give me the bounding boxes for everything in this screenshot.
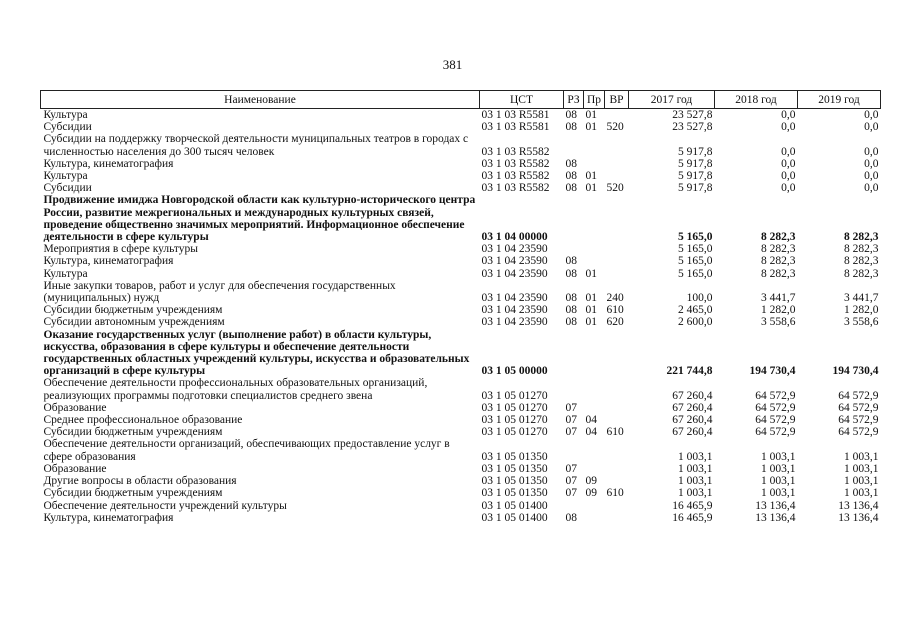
cell-y2019: 0,0 bbox=[864, 182, 879, 195]
cell-vr bbox=[605, 243, 629, 255]
cell-vr: 610 bbox=[606, 487, 624, 500]
budget-table bbox=[40, 90, 881, 524]
table-body bbox=[41, 109, 881, 524]
cell-y2018: 1 003,1 bbox=[761, 475, 796, 488]
cell-name: Образование bbox=[43, 462, 107, 475]
cell-y2018: 0,0 bbox=[781, 182, 796, 195]
cell-pr: 01 bbox=[585, 292, 597, 305]
cell-name: Оказание государственных услуг (выполнение работ) в области культуры, искусства, образования в сфере культуры и обеспечение деятельности государственных областных учреждений культуры, искусства и образовательных организаций в сфере культуры bbox=[43, 328, 470, 378]
table-row bbox=[41, 133, 881, 157]
cell-y2018: 8 282,3 bbox=[761, 231, 796, 244]
cell-name: Другие вопросы в области образования bbox=[43, 475, 237, 488]
cell-name: Культура, кинематография bbox=[43, 511, 174, 524]
table-row bbox=[41, 500, 881, 512]
cell-cst: 03 1 05 01350 bbox=[481, 475, 548, 488]
cell-y2017: 1 003,1 bbox=[678, 462, 713, 475]
cell-cst: 03 1 05 01400 bbox=[481, 511, 548, 524]
table-row bbox=[41, 280, 881, 304]
cell-y2019: 3 441,7 bbox=[844, 292, 879, 305]
cell-rz: 08 bbox=[565, 109, 577, 121]
cell-name: Обеспечение деятельности организаций, обеспечивающих предоставление услуг в сфере образования bbox=[43, 438, 450, 463]
cell-cst: 03 1 04 23590 bbox=[481, 255, 548, 268]
table-row bbox=[41, 402, 881, 414]
cell-pr bbox=[584, 255, 605, 267]
cell-cst: 03 1 03 R5581 bbox=[481, 109, 550, 121]
cell-y2017: 100,0 bbox=[686, 292, 713, 305]
cell-y2018: 1 003,1 bbox=[761, 487, 796, 500]
cell-y2017: 23 527,8 bbox=[672, 109, 713, 121]
cell-pr bbox=[584, 194, 605, 243]
cell-y2017: 67 260,4 bbox=[672, 389, 713, 402]
cell-rz: 07 bbox=[565, 401, 577, 414]
cell-y2017: 23 527,8 bbox=[672, 121, 713, 134]
cell-name: Продвижение имиджа Новгородской области как культурно-исторического центра России, развитие межрегиональных и международных культурных связей, проведение общественно значимых мероприятий. Информационное обеспечение деятельности в сфере культуры bbox=[43, 194, 476, 244]
cell-y2018: 0,0 bbox=[781, 145, 796, 158]
table-row bbox=[41, 438, 881, 462]
cell-name: Культура bbox=[43, 109, 88, 121]
cell-pr bbox=[584, 377, 605, 401]
table-row bbox=[41, 158, 881, 170]
table-row bbox=[41, 316, 881, 328]
header-2017: 2017 год bbox=[629, 91, 715, 109]
cell-cst: 03 1 04 00000 bbox=[481, 231, 548, 244]
cell-pr: 01 bbox=[585, 304, 597, 317]
cell-vr bbox=[605, 329, 629, 378]
cell-y2018: 8 282,3 bbox=[761, 255, 796, 268]
cell-y2018: 64 572,9 bbox=[755, 426, 796, 439]
cell-y2019: 1 282,0 bbox=[844, 304, 879, 317]
cell-cst: 03 1 04 23590 bbox=[481, 243, 548, 256]
cell-y2018: 13 136,4 bbox=[755, 511, 796, 524]
cell-name: Иные закупки товаров, работ и услуг для обеспечения государственных (муниципальных) нужд bbox=[43, 279, 396, 305]
table-header-row bbox=[41, 91, 881, 109]
header-cst: ЦСТ bbox=[480, 91, 564, 109]
cell-rz bbox=[564, 133, 584, 157]
cell-vr: 610 bbox=[606, 304, 624, 317]
table-row bbox=[41, 109, 881, 122]
cell-rz: 08 bbox=[565, 121, 577, 134]
cell-y2018: 0,0 bbox=[781, 157, 796, 170]
cell-cst: 03 1 05 01350 bbox=[481, 450, 548, 463]
table-row bbox=[41, 304, 881, 316]
cell-y2018: 1 003,1 bbox=[761, 450, 796, 463]
cell-vr bbox=[605, 500, 629, 512]
cell-y2017: 1 003,1 bbox=[678, 475, 713, 488]
cell-cst: 03 1 03 R5582 bbox=[481, 170, 550, 183]
cell-y2018: 3 441,7 bbox=[761, 292, 796, 305]
table-row bbox=[41, 463, 881, 475]
cell-vr: 620 bbox=[606, 316, 624, 329]
cell-y2017: 5 917,8 bbox=[678, 157, 713, 170]
cell-vr bbox=[605, 109, 629, 122]
cell-vr: 520 bbox=[606, 182, 624, 195]
cell-vr bbox=[605, 170, 629, 182]
cell-y2017: 5 917,8 bbox=[678, 170, 713, 183]
cell-y2017: 5 165,0 bbox=[678, 267, 713, 280]
cell-y2017: 221 744,8 bbox=[666, 365, 713, 378]
cell-y2019: 13 136,4 bbox=[838, 499, 879, 512]
cell-rz: 08 bbox=[565, 182, 577, 195]
cell-cst: 03 1 05 01270 bbox=[481, 414, 548, 427]
cell-vr bbox=[605, 512, 629, 524]
table-row bbox=[41, 512, 881, 524]
cell-y2019: 8 282,3 bbox=[844, 243, 879, 256]
cell-rz: 07 bbox=[565, 475, 577, 488]
cell-cst: 03 1 03 R5582 bbox=[481, 145, 550, 158]
cell-y2018: 1 003,1 bbox=[761, 462, 796, 475]
cell-y2019: 64 572,9 bbox=[838, 401, 879, 414]
cell-rz: 08 bbox=[565, 255, 577, 268]
cell-name: Среднее профессиональное образование bbox=[43, 414, 243, 427]
cell-cst: 03 1 03 R5582 bbox=[481, 157, 550, 170]
cell-pr: 01 bbox=[585, 267, 597, 280]
cell-vr bbox=[605, 475, 629, 487]
cell-y2019: 1 003,1 bbox=[844, 487, 879, 500]
cell-pr bbox=[584, 438, 605, 462]
cell-pr bbox=[584, 133, 605, 157]
cell-pr: 01 bbox=[585, 121, 597, 134]
cell-name: Субсидии bbox=[43, 182, 92, 195]
cell-y2019: 0,0 bbox=[864, 121, 879, 134]
cell-pr bbox=[584, 500, 605, 512]
cell-y2018: 64 572,9 bbox=[755, 389, 796, 402]
cell-y2017: 1 003,1 bbox=[678, 450, 713, 463]
cell-rz bbox=[564, 500, 584, 512]
cell-y2017: 2 465,0 bbox=[678, 304, 713, 317]
cell-cst: 03 1 04 23590 bbox=[481, 267, 548, 280]
cell-cst: 03 1 04 23590 bbox=[481, 316, 548, 329]
cell-name: Субсидии автономным учреждениям bbox=[43, 316, 225, 329]
cell-y2017: 16 465,9 bbox=[672, 511, 713, 524]
cell-rz: 08 bbox=[565, 304, 577, 317]
table-row bbox=[41, 377, 881, 401]
cell-y2019: 64 572,9 bbox=[838, 389, 879, 402]
cell-y2017: 5 165,0 bbox=[678, 243, 713, 256]
table-row bbox=[41, 426, 881, 438]
cell-rz bbox=[564, 329, 584, 378]
cell-y2019: 8 282,3 bbox=[844, 231, 879, 244]
cell-y2017: 16 465,9 bbox=[672, 499, 713, 512]
cell-y2019: 0,0 bbox=[864, 157, 879, 170]
table-row bbox=[41, 475, 881, 487]
cell-pr bbox=[584, 243, 605, 255]
cell-cst: 03 1 04 23590 bbox=[481, 292, 548, 305]
cell-pr: 01 bbox=[585, 109, 597, 121]
cell-y2018: 194 730,4 bbox=[749, 365, 796, 378]
cell-cst: 03 1 05 01270 bbox=[481, 401, 548, 414]
table-row bbox=[41, 255, 881, 267]
cell-pr bbox=[584, 463, 605, 475]
cell-y2019: 1 003,1 bbox=[844, 462, 879, 475]
cell-cst: 03 1 04 23590 bbox=[481, 304, 548, 317]
table-row bbox=[41, 170, 881, 182]
cell-pr: 04 bbox=[585, 426, 597, 439]
cell-y2017: 67 260,4 bbox=[672, 401, 713, 414]
cell-y2018: 8 282,3 bbox=[761, 267, 796, 280]
cell-rz bbox=[564, 377, 584, 401]
cell-rz: 08 bbox=[565, 316, 577, 329]
cell-name: Культура bbox=[43, 170, 88, 183]
cell-y2017: 1 003,1 bbox=[678, 487, 713, 500]
cell-y2017: 5 917,8 bbox=[678, 182, 713, 195]
cell-vr bbox=[605, 377, 629, 401]
cell-cst: 03 1 05 01350 bbox=[481, 487, 548, 500]
cell-y2019: 1 003,1 bbox=[844, 450, 879, 463]
cell-rz bbox=[564, 243, 584, 255]
cell-y2018: 0,0 bbox=[781, 109, 796, 121]
cell-rz bbox=[564, 438, 584, 462]
cell-y2018: 64 572,9 bbox=[755, 401, 796, 414]
table-row bbox=[41, 121, 881, 133]
cell-cst: 03 1 03 R5581 bbox=[481, 121, 550, 134]
header-rz: РЗ bbox=[564, 91, 584, 109]
cell-y2018: 64 572,9 bbox=[755, 414, 796, 427]
cell-vr bbox=[605, 194, 629, 243]
cell-cst: 03 1 05 01350 bbox=[481, 462, 548, 475]
cell-pr bbox=[584, 402, 605, 414]
table-row bbox=[41, 329, 881, 378]
cell-y2019: 0,0 bbox=[864, 145, 879, 158]
cell-pr: 01 bbox=[585, 316, 597, 329]
cell-rz: 08 bbox=[565, 170, 577, 183]
cell-y2018: 1 282,0 bbox=[761, 304, 796, 317]
table-row bbox=[41, 487, 881, 499]
cell-pr: 01 bbox=[585, 182, 597, 195]
cell-name: Культура, кинематография bbox=[43, 157, 174, 170]
cell-cst: 03 1 05 01270 bbox=[481, 426, 548, 439]
cell-y2019: 194 730,4 bbox=[832, 365, 879, 378]
cell-vr: 610 bbox=[606, 426, 624, 439]
cell-rz: 07 bbox=[565, 426, 577, 439]
cell-y2017: 2 600,0 bbox=[678, 316, 713, 329]
cell-y2018: 0,0 bbox=[781, 121, 796, 134]
cell-rz: 08 bbox=[565, 292, 577, 305]
cell-y2019: 64 572,9 bbox=[838, 414, 879, 427]
header-pr: Пр bbox=[584, 91, 605, 109]
cell-y2019: 13 136,4 bbox=[838, 511, 879, 524]
cell-cst: 03 1 05 01400 bbox=[481, 499, 548, 512]
cell-cst: 03 1 05 01270 bbox=[481, 389, 548, 402]
cell-y2018: 0,0 bbox=[781, 170, 796, 183]
table-row bbox=[41, 194, 881, 243]
cell-rz: 07 bbox=[565, 414, 577, 427]
cell-y2019: 8 282,3 bbox=[844, 255, 879, 268]
cell-y2018: 13 136,4 bbox=[755, 499, 796, 512]
cell-pr: 09 bbox=[585, 475, 597, 488]
cell-vr bbox=[605, 414, 629, 426]
cell-y2017: 67 260,4 bbox=[672, 426, 713, 439]
cell-vr bbox=[605, 158, 629, 170]
header-name: Наименование bbox=[41, 91, 480, 109]
cell-y2019: 64 572,9 bbox=[838, 426, 879, 439]
cell-y2017: 5 165,0 bbox=[678, 231, 713, 244]
cell-y2019: 3 558,6 bbox=[844, 316, 879, 329]
cell-rz: 08 bbox=[565, 157, 577, 170]
cell-rz: 07 bbox=[565, 487, 577, 500]
cell-y2019: 0,0 bbox=[864, 170, 879, 183]
cell-pr bbox=[584, 158, 605, 170]
cell-vr bbox=[605, 463, 629, 475]
cell-y2018: 3 558,6 bbox=[761, 316, 796, 329]
cell-cst: 03 1 03 R5582 bbox=[481, 182, 550, 195]
cell-name: Обеспечение деятельности профессиональных образовательных организаций, реализующих программы подготовки специалистов среднего звена bbox=[43, 377, 428, 402]
table-row bbox=[41, 243, 881, 255]
cell-name: Мероприятия в сфере культуры bbox=[43, 243, 199, 256]
cell-name: Культура bbox=[43, 267, 88, 280]
cell-name: Субсидии бюджетным учреждениям bbox=[43, 304, 223, 317]
cell-y2019: 0,0 bbox=[864, 109, 879, 121]
cell-rz: 08 bbox=[565, 511, 577, 524]
cell-pr: 01 bbox=[585, 170, 597, 183]
header-2019: 2019 год bbox=[798, 91, 881, 109]
cell-y2019: 8 282,3 bbox=[844, 267, 879, 280]
cell-vr bbox=[605, 402, 629, 414]
cell-name: Субсидии бюджетным учреждениям bbox=[43, 487, 223, 500]
cell-vr bbox=[605, 268, 629, 280]
cell-vr: 240 bbox=[606, 292, 624, 305]
header-vr: ВР bbox=[605, 91, 629, 109]
cell-name: Субсидии bbox=[43, 121, 92, 134]
cell-pr: 09 bbox=[585, 487, 597, 500]
cell-y2017: 5 917,8 bbox=[678, 145, 713, 158]
cell-name: Культура, кинематография bbox=[43, 255, 174, 268]
cell-name: Субсидии на поддержку творческой деятельности муниципальных театров в городах с численностью населения до 300 тысяч человек bbox=[43, 133, 469, 158]
cell-pr bbox=[584, 512, 605, 524]
cell-pr bbox=[584, 329, 605, 378]
page-number: 381 bbox=[442, 57, 463, 72]
table-row bbox=[41, 268, 881, 280]
cell-vr bbox=[605, 255, 629, 267]
cell-y2019: 1 003,1 bbox=[844, 475, 879, 488]
cell-y2017: 67 260,4 bbox=[672, 414, 713, 427]
cell-rz: 08 bbox=[565, 267, 577, 280]
cell-y2018: 8 282,3 bbox=[761, 243, 796, 256]
cell-pr: 04 bbox=[585, 414, 597, 427]
cell-y2017: 5 165,0 bbox=[678, 255, 713, 268]
cell-vr bbox=[605, 133, 629, 157]
cell-rz bbox=[564, 194, 584, 243]
cell-name: Субсидии бюджетным учреждениям bbox=[43, 426, 223, 439]
table-row bbox=[41, 182, 881, 194]
cell-vr bbox=[605, 438, 629, 462]
table-row bbox=[41, 414, 881, 426]
cell-rz: 07 bbox=[565, 462, 577, 475]
cell-name: Обеспечение деятельности учреждений культуры bbox=[43, 499, 287, 512]
cell-vr: 520 bbox=[606, 121, 624, 134]
header-2018: 2018 год bbox=[715, 91, 798, 109]
cell-cst: 03 1 05 00000 bbox=[481, 365, 548, 378]
cell-name: Образование bbox=[43, 401, 107, 414]
